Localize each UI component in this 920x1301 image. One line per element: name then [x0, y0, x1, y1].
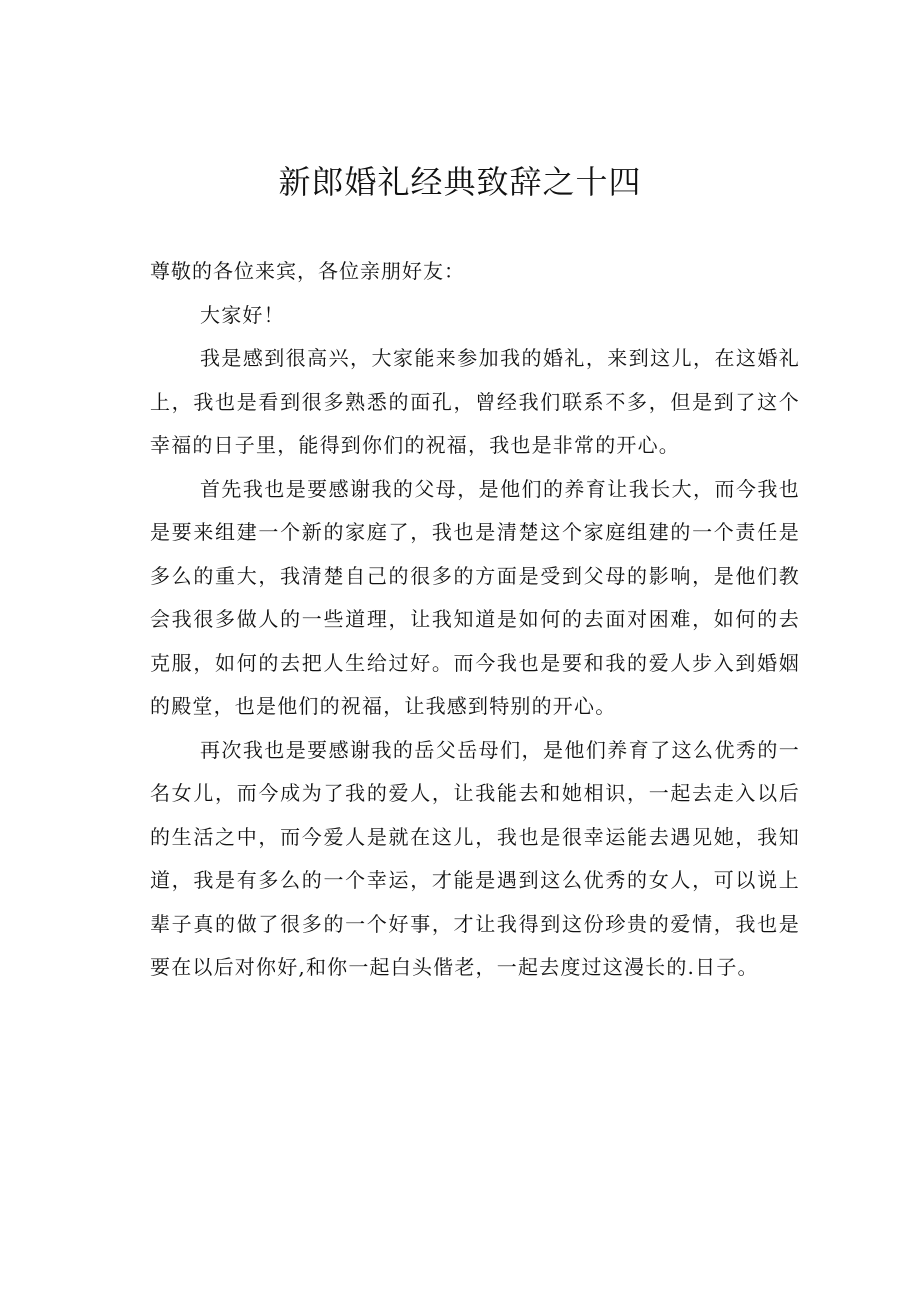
document-body: [150, 250, 800, 990]
paragraph-hello: 大家好！: [200, 302, 285, 327]
document-title: 新郎婚礼经典致辞之十四: [278, 163, 642, 201]
paragraph-thank-parents: 首先我也是要感谢我的父母，是他们的养育让我长大，而今我也是要来组建一个新的家庭了，我也是清楚这个家庭组建的一个责任是多么的重大，我清楚自己的很多的方面是受到父母的影响，是他们教会我很多做人的一些道理，让我知道是如何的去面对困难，如何的去克服，如何的去把人生给过好。而今我也是要和我的爱人步入到婚姻的殿堂，也是他们的祝福，让我感到特别的开心。: [150, 476, 800, 718]
greeting-line: 尊敬的各位来宾，各位亲朋好友：: [150, 259, 465, 283]
paragraph-thank-in-laws: 再次我也是要感谢我的岳父岳母们，是他们养育了这么优秀的一名女儿，而今成为了我的爱人，让我能去和她相识，一起去走入以后的生活之中，而今爱人是就在这儿，我也是很幸运能去遇见她，我知道，我是有多么的一个幸运，才能是遇到这么优秀的女人，可以说上辈子真的做了很多的一个好事，才让我得到这份珍贵的爱情，我也是要在以后对你好,和你一起白头偕老，一起去度过这漫长的.日子。: [150, 737, 800, 979]
paragraph-happy: 我是感到很高兴，大家能来参加我的婚礼，来到这儿，在这婚礼上，我也是看到很多熟悉的面孔，曾经我们联系不多，但是到了这个幸福的日子里，能得到你们的祝福，我也是非常的开心。: [150, 346, 800, 457]
